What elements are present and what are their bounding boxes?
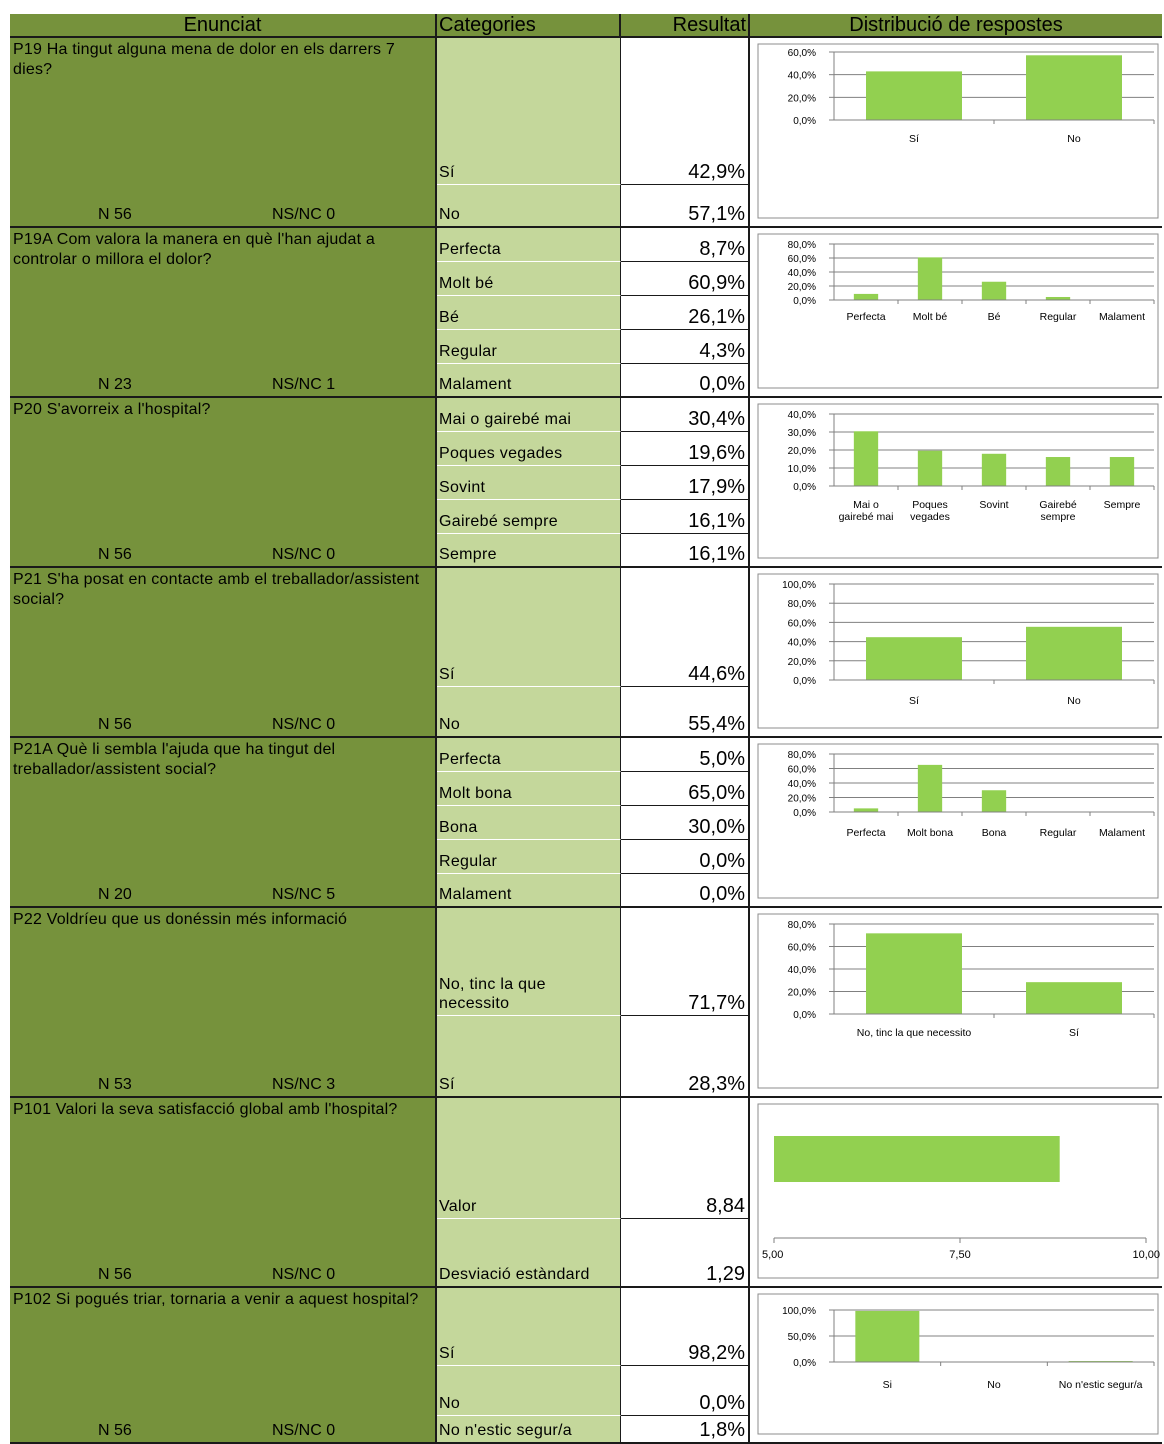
result-value: 1,29	[621, 1219, 750, 1288]
result-value: 1,8%	[621, 1416, 750, 1444]
category-label: No	[437, 1368, 621, 1416]
sample-size: N 56	[98, 1266, 132, 1283]
category-label: Sí	[437, 1016, 621, 1098]
category-label: Bona	[437, 806, 621, 840]
category-label: No	[437, 186, 621, 228]
x-category-label: No	[1067, 695, 1081, 707]
bar-5	[1110, 457, 1134, 486]
bar-1	[866, 637, 962, 680]
category-label: Regular	[437, 330, 621, 364]
chart-8	[750, 1288, 1162, 1442]
bar-3	[982, 454, 1006, 486]
x-category-label: No, tinc la que necessito	[856, 1027, 972, 1039]
y-tick-label: 30,0%	[787, 428, 816, 439]
y-tick-label: 40,0%	[787, 70, 816, 82]
sample-size: N 23	[98, 376, 132, 393]
question-cell-p102	[10, 1288, 437, 1444]
bar-4	[1046, 457, 1070, 486]
y-tick-label: 0,0%	[793, 1010, 816, 1021]
no-answer-count: NS/NC 1	[272, 376, 336, 393]
chart-7	[750, 1098, 1162, 1286]
category-label: Perfecta	[437, 738, 621, 772]
result-value: 30,0%	[621, 806, 750, 840]
x-category-label: Gairebé	[1039, 499, 1077, 511]
result-value: 55,4%	[621, 688, 750, 738]
category-label: No n'estic segur/a	[437, 1416, 621, 1444]
question-text: P101 Valori la seva satisfacció global amb l'hospital?	[13, 1101, 398, 1118]
result-value: 60,9%	[621, 262, 750, 296]
category-label: Molt bona	[437, 772, 621, 806]
sample-size: N 20	[98, 886, 132, 903]
x-tick-label: 5,00	[762, 1249, 784, 1261]
x-category-label: Regular	[1039, 827, 1077, 839]
no-answer-count: NS/NC 0	[272, 716, 336, 733]
chart-cell-p19a	[750, 228, 1162, 398]
y-tick-label: 80,0%	[787, 920, 816, 931]
no-answer-count: NS/NC 5	[272, 886, 336, 903]
y-tick-label: 0,0%	[793, 808, 816, 819]
header-categories: Categories	[437, 14, 621, 38]
y-tick-label: 60,0%	[787, 942, 816, 954]
bar-2	[918, 257, 942, 300]
question-text: P20 S'avorreix a l'hospital?	[13, 401, 211, 418]
y-tick-label: 0,0%	[793, 676, 816, 687]
x-tick-label: 10,00	[1132, 1249, 1160, 1261]
x-category-label: Bona	[981, 827, 1007, 839]
chart-cell-p102	[750, 1288, 1162, 1444]
no-answer-count: NS/NC 0	[272, 1422, 336, 1439]
bar-2	[1026, 55, 1122, 120]
result-value: 57,1%	[621, 186, 750, 228]
result-value: 0,0%	[621, 1368, 750, 1416]
chart-5	[750, 738, 1162, 906]
category-label: Sí	[437, 1324, 621, 1366]
y-tick-label: 0,0%	[793, 116, 816, 127]
bar-1	[854, 294, 878, 300]
header-statement: Enunciat	[10, 14, 437, 38]
category-label: Molt bé	[437, 262, 621, 296]
result-value: 42,9%	[621, 150, 750, 185]
result-value: 28,3%	[621, 1016, 750, 1098]
y-tick-label: 50,0%	[787, 1332, 816, 1343]
chart-cell-p21	[750, 568, 1162, 738]
category-label: Malament	[437, 874, 621, 908]
result-value: 0,0%	[621, 874, 750, 908]
no-answer-count: NS/NC 0	[272, 1266, 336, 1283]
question-text: P19 Ha tingut alguna mena de dolor en els darrers 7 dies?	[13, 41, 395, 78]
y-tick-label: 60,0%	[787, 254, 816, 265]
category-label: Perfecta	[437, 228, 621, 262]
question-text: P21A Què li sembla l'ajuda que ha tingut del treballador/assistent social?	[13, 741, 336, 778]
chart-frame	[758, 1294, 1158, 1434]
chart-frame	[758, 404, 1158, 558]
no-answer-count: NS/NC 0	[272, 546, 336, 563]
x-category-label: Molt bona	[906, 827, 954, 839]
x-tick-label: 7,50	[949, 1249, 971, 1261]
bar-2	[1026, 627, 1122, 680]
category-label: Valor	[437, 1184, 621, 1219]
chart-cell-p21a	[750, 738, 1162, 908]
x-category-label: gairebé mai	[838, 511, 894, 523]
y-tick-label: 80,0%	[787, 599, 816, 611]
no-answer-count: NS/NC 3	[272, 1076, 336, 1093]
category-label: No, tinc la que necessito	[437, 948, 621, 1016]
y-tick-label: 20,0%	[787, 656, 816, 668]
category-label: No	[437, 688, 621, 738]
x-category-label: sempre	[1040, 511, 1076, 523]
chart-cell-p22	[750, 908, 1162, 1098]
category-label: Desviació estàndard	[437, 1219, 621, 1288]
y-tick-label: 40,0%	[787, 965, 816, 976]
result-value: 71,7%	[621, 948, 750, 1016]
sample-size: N 56	[98, 206, 132, 223]
result-value: 19,6%	[621, 432, 750, 466]
result-value: 0,0%	[621, 840, 750, 874]
y-tick-label: 0,0%	[793, 296, 816, 307]
category-label: Sí	[437, 150, 621, 185]
bar-3	[982, 282, 1006, 300]
question-text: P102 Si pogués triar, tornaria a venir a aquest hospital?	[13, 1291, 419, 1308]
sample-size: N 53	[98, 1076, 132, 1093]
x-category-label: Poques	[912, 499, 948, 511]
bar-1	[866, 933, 962, 1014]
category-label: Sovint	[437, 466, 621, 500]
x-category-label: Molt bé	[912, 311, 948, 323]
x-category-label: Malament	[1098, 827, 1146, 839]
y-tick-label: 20,0%	[787, 282, 816, 293]
question-text: P22 Voldríeu que us donéssin més informació	[13, 911, 348, 928]
result-value: 44,6%	[621, 652, 750, 687]
chart-6	[750, 908, 1162, 1096]
x-category-label: Sí	[909, 695, 919, 707]
question-cell-p101	[10, 1098, 437, 1288]
category-label: Bé	[437, 296, 621, 330]
chart-1	[750, 38, 1162, 226]
x-category-label: No	[1067, 133, 1081, 145]
y-tick-label: 40,0%	[787, 779, 816, 790]
bar-2	[918, 765, 942, 812]
header-result: Resultat	[621, 14, 750, 38]
y-tick-label: 20,0%	[787, 987, 816, 999]
x-category-label: Regular	[1039, 311, 1077, 323]
x-category-label: Si	[882, 1379, 893, 1391]
result-value: 26,1%	[621, 296, 750, 330]
y-tick-label: 40,0%	[787, 637, 816, 649]
category-label: Sí	[437, 652, 621, 687]
x-category-label: Sí	[909, 133, 919, 145]
category-label: Poques vegades	[437, 432, 621, 466]
result-value: 98,2%	[621, 1324, 750, 1366]
category-label: Malament	[437, 364, 621, 398]
question-cell-p21	[10, 568, 437, 738]
chart-4	[750, 568, 1162, 736]
y-tick-label: 20,0%	[787, 793, 816, 805]
y-tick-label: 40,0%	[787, 410, 816, 421]
sample-size: N 56	[98, 716, 132, 733]
y-tick-label: 60,0%	[787, 618, 816, 630]
result-value: 4,3%	[621, 330, 750, 364]
no-answer-count: NS/NC 0	[272, 206, 336, 223]
x-category-label: Perfecta	[846, 827, 886, 839]
category-label: Regular	[437, 840, 621, 874]
question-cell-p19a	[10, 228, 437, 398]
y-tick-label: 100,0%	[782, 580, 816, 591]
x-category-label: Sempre	[1103, 499, 1141, 511]
question-cell-p21a	[10, 738, 437, 908]
category-label: Gairebé sempre	[437, 500, 621, 534]
question-text: P19A Com valora la manera en què l'han ajudat a controlar o millora el dolor?	[13, 231, 376, 268]
y-tick-label: 10,0%	[787, 464, 816, 475]
result-value: 65,0%	[621, 772, 750, 806]
x-category-label: Mai o	[853, 499, 879, 511]
x-category-label: Sí	[1069, 1027, 1079, 1039]
x-category-label: Malament	[1098, 311, 1146, 323]
header-distribution: Distribució de respostes	[750, 14, 1162, 38]
result-value: 8,84	[621, 1184, 750, 1219]
y-tick-label: 0,0%	[793, 1358, 816, 1369]
result-value: 0,0%	[621, 364, 750, 398]
result-value: 16,1%	[621, 534, 750, 568]
chart-cell-p20	[750, 398, 1162, 568]
result-value: 16,1%	[621, 500, 750, 534]
y-tick-label: 80,0%	[787, 240, 816, 251]
x-category-label: No n'estic segur/a	[1058, 1379, 1143, 1391]
chart-3	[750, 398, 1162, 566]
chart-2	[750, 228, 1162, 396]
bar-2	[918, 451, 942, 486]
y-tick-label: 60,0%	[787, 764, 816, 776]
y-tick-label: 40,0%	[787, 268, 816, 279]
question-cell-p20	[10, 398, 437, 568]
bar-1	[854, 808, 878, 812]
y-tick-label: 20,0%	[787, 93, 816, 105]
x-category-label: Sovint	[979, 499, 1009, 511]
survey-results-sheet	[10, 13, 1162, 1441]
result-value: 17,9%	[621, 466, 750, 500]
bar-1	[855, 1311, 919, 1362]
bar-2	[1026, 982, 1122, 1014]
category-label: Sempre	[437, 534, 621, 568]
y-tick-label: 60,0%	[787, 48, 816, 59]
result-value: 5,0%	[621, 738, 750, 772]
y-tick-label: 80,0%	[787, 750, 816, 761]
category-label: Mai o gairebé mai	[437, 398, 621, 432]
bar-valor	[774, 1136, 1060, 1182]
y-tick-label: 0,0%	[793, 482, 816, 493]
sample-size: N 56	[98, 546, 132, 563]
y-tick-label: 20,0%	[787, 446, 816, 457]
question-cell-p19	[10, 38, 437, 228]
bar-3	[982, 790, 1006, 812]
result-value: 8,7%	[621, 228, 750, 262]
x-category-label: No	[987, 1379, 1001, 1391]
bar-1	[866, 71, 962, 120]
sample-size: N 56	[98, 1422, 132, 1439]
x-category-label: Bé	[987, 311, 1001, 323]
question-text: P21 S'ha posat en contacte amb el treballador/assistent social?	[13, 571, 420, 608]
question-cell-p22	[10, 908, 437, 1098]
chart-cell-p101	[750, 1098, 1162, 1288]
x-category-label: Perfecta	[846, 311, 886, 323]
bar-1	[854, 431, 878, 486]
chart-frame	[758, 744, 1158, 898]
y-tick-label: 100,0%	[782, 1306, 816, 1317]
chart-cell-p19	[750, 38, 1162, 228]
x-category-label: vegades	[910, 511, 950, 523]
result-value: 30,4%	[621, 398, 750, 432]
